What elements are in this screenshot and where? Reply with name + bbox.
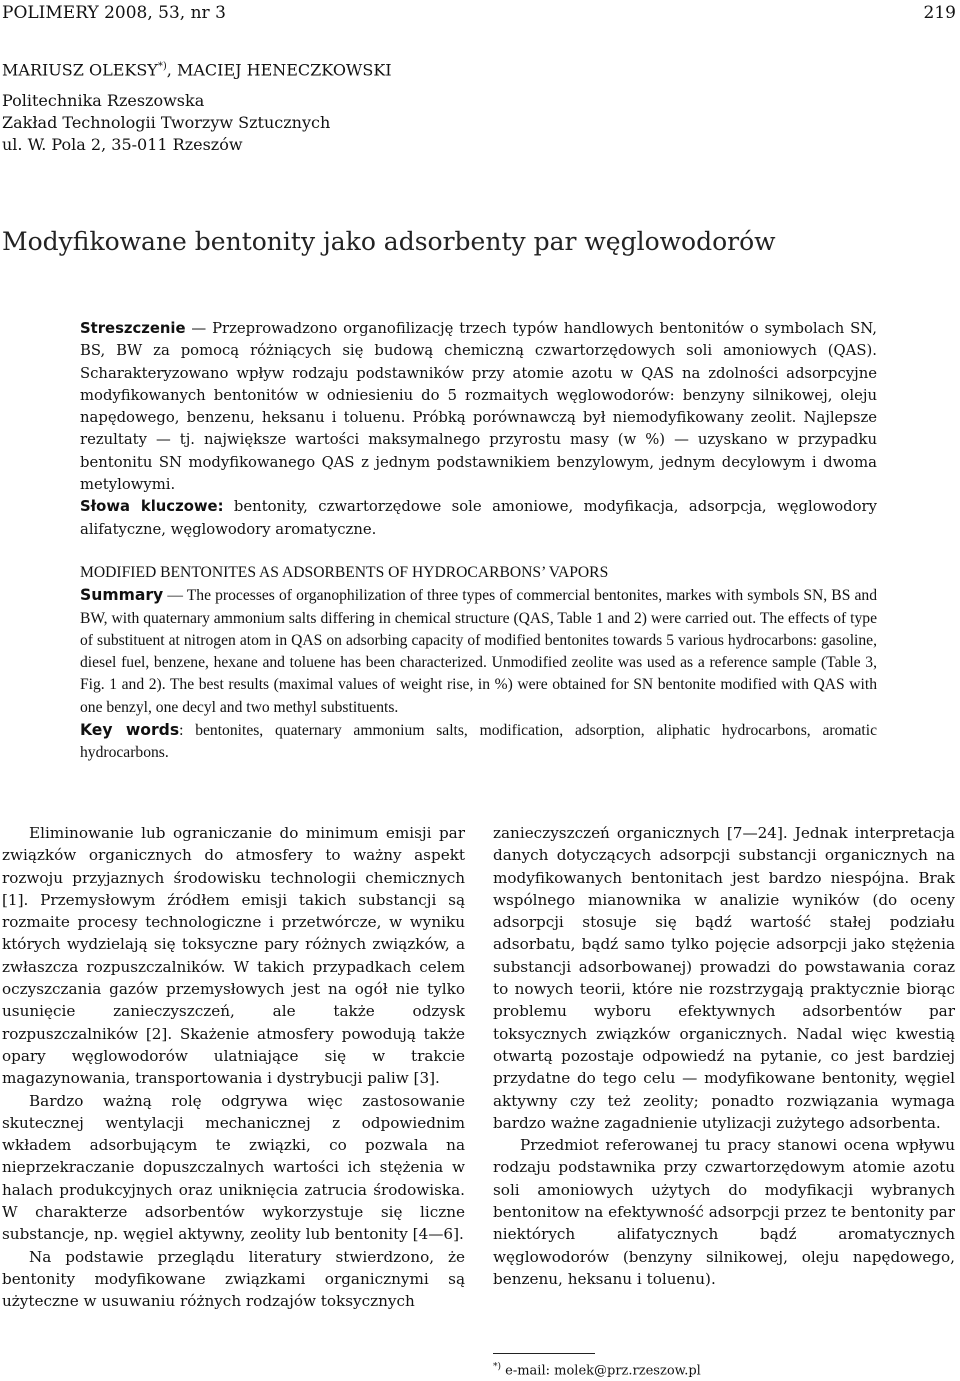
body-paragraph: Bardzo ważną rolę odgrywa więc zastosowanie skutecznej wentylacji mechanicznej z odpowiednim wkładem adsorbującym te związki, co pozwala na nieprzekraczanie dopuszczalnych wartości ich stężenia w halach produkcyjnych oraz uniknięcia zatrucia środowiska. W charakterze adsorbentów wykorzystuje się liczne substancje, np. węgiel aktywny, zeolity lub bentonity [4—6].	[2, 1091, 465, 1244]
summary-body: — The processes of organophilization of three types of commercial bentonites, markes with symbols SN, BS and BW, with quaternary ammonium salts differing in chemical structure (QAS, Table 1 and 2) were carried out. The effects of type of substituent at nitrogen atom in QAS on adsorbing capacity of modified bentonites towards 5 various hydrocarbons: gasoline, diesel fuel, benzene, hexane and toluene has been characterized. Unmodified zeolite was used as a reference sample (Table 3, Fig. 1 and 2). The best results (maximal values of weight rise, in %) were obtained for SN bentonite modified with QAS with one benzyl, one decyl and two methyl substituents.	[80, 587, 877, 716]
english-title: MODIFIED BENTONITES AS ADSORBENTS OF HYDROCARBONS’ VAPORS	[80, 564, 609, 581]
footnote-divider	[493, 1353, 595, 1354]
abstract-polish-text	[80, 318, 877, 496]
footnote	[493, 1357, 701, 1381]
abstract-polish	[80, 318, 877, 541]
author-line	[2, 56, 392, 81]
body-column-right	[493, 822, 955, 1290]
keywords-english	[80, 719, 877, 765]
running-header	[0, 2, 960, 24]
author-first: MARIUSZ OLEKSY	[2, 60, 158, 80]
affiliation-line: ul. W. Pola 2, 35-011 Rzeszów	[2, 135, 243, 154]
author-footnote-marker: *)	[157, 61, 167, 72]
affiliation	[2, 90, 330, 156]
journal-citation: POLIMERY 2008, 53, nr 3	[2, 3, 226, 23]
abstract-english	[80, 562, 877, 765]
footnote-marker: *)	[493, 1362, 502, 1372]
body-paragraph: Przedmiot referowanej tu pracy stanowi ocena wpływu rodzaju podstawnika przy czwartorzędowym atomie azotu soli amoniowych użytych do modyfikacji wybranych bentonitow na efektywność adsorpcji przez te bentonity par niektórych alifatycznych bądź aromatycznych węglowodorów (benzyny silnikowej, oleju napędowego, benzenu, heksanu i toluenu).	[493, 1136, 955, 1288]
abstract-label: Streszczenie	[80, 320, 186, 337]
keywords-list: : bentonites, quaternary ammonium salts, modification, adsorption, aliphatic hydrocarbons, aromatic hydrocarbons.	[80, 722, 877, 762]
keywords-label: Key words	[80, 721, 180, 740]
body-paragraph: Na podstawie przeglądu literatury stwierdzono, że bentonity modyfikowane związkami organicznymi są użyteczne w usuwaniu różnych rodzajów toksycznych	[2, 1247, 465, 1311]
body-paragraph: zanieczyszczeń organicznych [7—24]. Jednak interpretacja danych dotyczących adsorpcji substancji organicznych na modyfikowanych bentonitach jest bardzo niespójna. Brak wspólnego mianownika w analizie wyników (do oceny adsorpcji stosuje się bądź wartość stałej podziału adsorbatu, bądź samo tylko pojęcie adsorpcji jako stężenia substancji adsorbowanej) prowadzi do powstawania coraz to nowych teorii, które nie rozstrzygają praktycznie biorąc problemu wyboru efektywnych adsorbentów par toksycznych związków organicznych. Nadal więc kwestią otwartą pozostaje odpowiedź na pytanie, co jest bardziej przydatne do tego celu — modyfikowane bentonity, węgiel aktywny czy też zeolity; ponadto rozwiązania wymaga bardzo ważne zagadnienie utylizacji zużytego adsorbenta.	[493, 824, 955, 1132]
footnote-email: e-mail: molek@prz.rzeszow.pl	[501, 1363, 701, 1379]
body-paragraph: Eliminowanie lub ograniczanie do minimum emisji par związków organicznych do atmosfery to ważny aspekt rozwoju przyjaznych środowisku technologii chemicznych [1]. Przemysłowym źródłem emisji takich substancji są rozmaite procesy technologiczne i przetwórcze, w wyniku których wydzielają się toksyczne pary różnych związków, a zwłaszcza rozpuszczalników. W takich przypadkach celem oczyszczania gazów przemysłowych jest na ogół nie tylko usunięcie zanieczyszczeń, ale także odzysk rozpuszczalników [2]. Skażenie atmosfery powodują także opary węglowodorów ulatniające się w trakcie magazynowania, transportowania i dystrybucji paliw [3].	[2, 824, 465, 1088]
abstract-body: — Przeprowadzono organofilizację trzech typów handlowych bentonitów o symbolach SN, BS, BW za pomocą różniących się budową chemiczną czwartorzędowych soli amoniowych (QAS). Scharakteryzowano wpływ rodzaju podstawników przy atomie azotu w QAS na zdolności adsorpcyjne modyfikowanych bentonitów w odniesieniu do 5 rozmaitych węglowodorów: benzyny silnikowej, oleju napędowego, benzenu, heksanu i toluenu. Próbką porównawczą był niemodyfikowany zeolit. Najlepsze rezultaty — tj. największe wartości maksymalnego przyrostu masy (w %) — uzyskano w przypadku bentonitu SN modyfikowanego QAS z jednym podstawnikiem benzylowym, jednym decylowym i dwoma metylowymi.	[80, 320, 877, 494]
author-rest: , MACIEJ HENECZKOWSKI	[166, 60, 392, 80]
keywords-polish	[80, 496, 877, 541]
affiliation-line: Politechnika Rzeszowska	[2, 91, 205, 110]
affiliation-line: Zakład Technologii Tworzyw Sztucznych	[2, 113, 331, 132]
body-column-left	[2, 822, 465, 1313]
page-number: 219	[923, 3, 956, 23]
keywords-label: Słowa kluczowe:	[80, 498, 224, 516]
paper-title: Modyfikowane bentonity jako adsorbenty par węglowodorów	[2, 227, 776, 256]
abstract-english-text	[80, 584, 877, 719]
summary-label: Summary	[80, 586, 164, 605]
keywords-list: bentonity, czwartorzędowe sole amoniowe, modyfikacja, adsorpcja, węglowodory alifatyczne, węglowodory aromatyczne.	[80, 498, 877, 538]
